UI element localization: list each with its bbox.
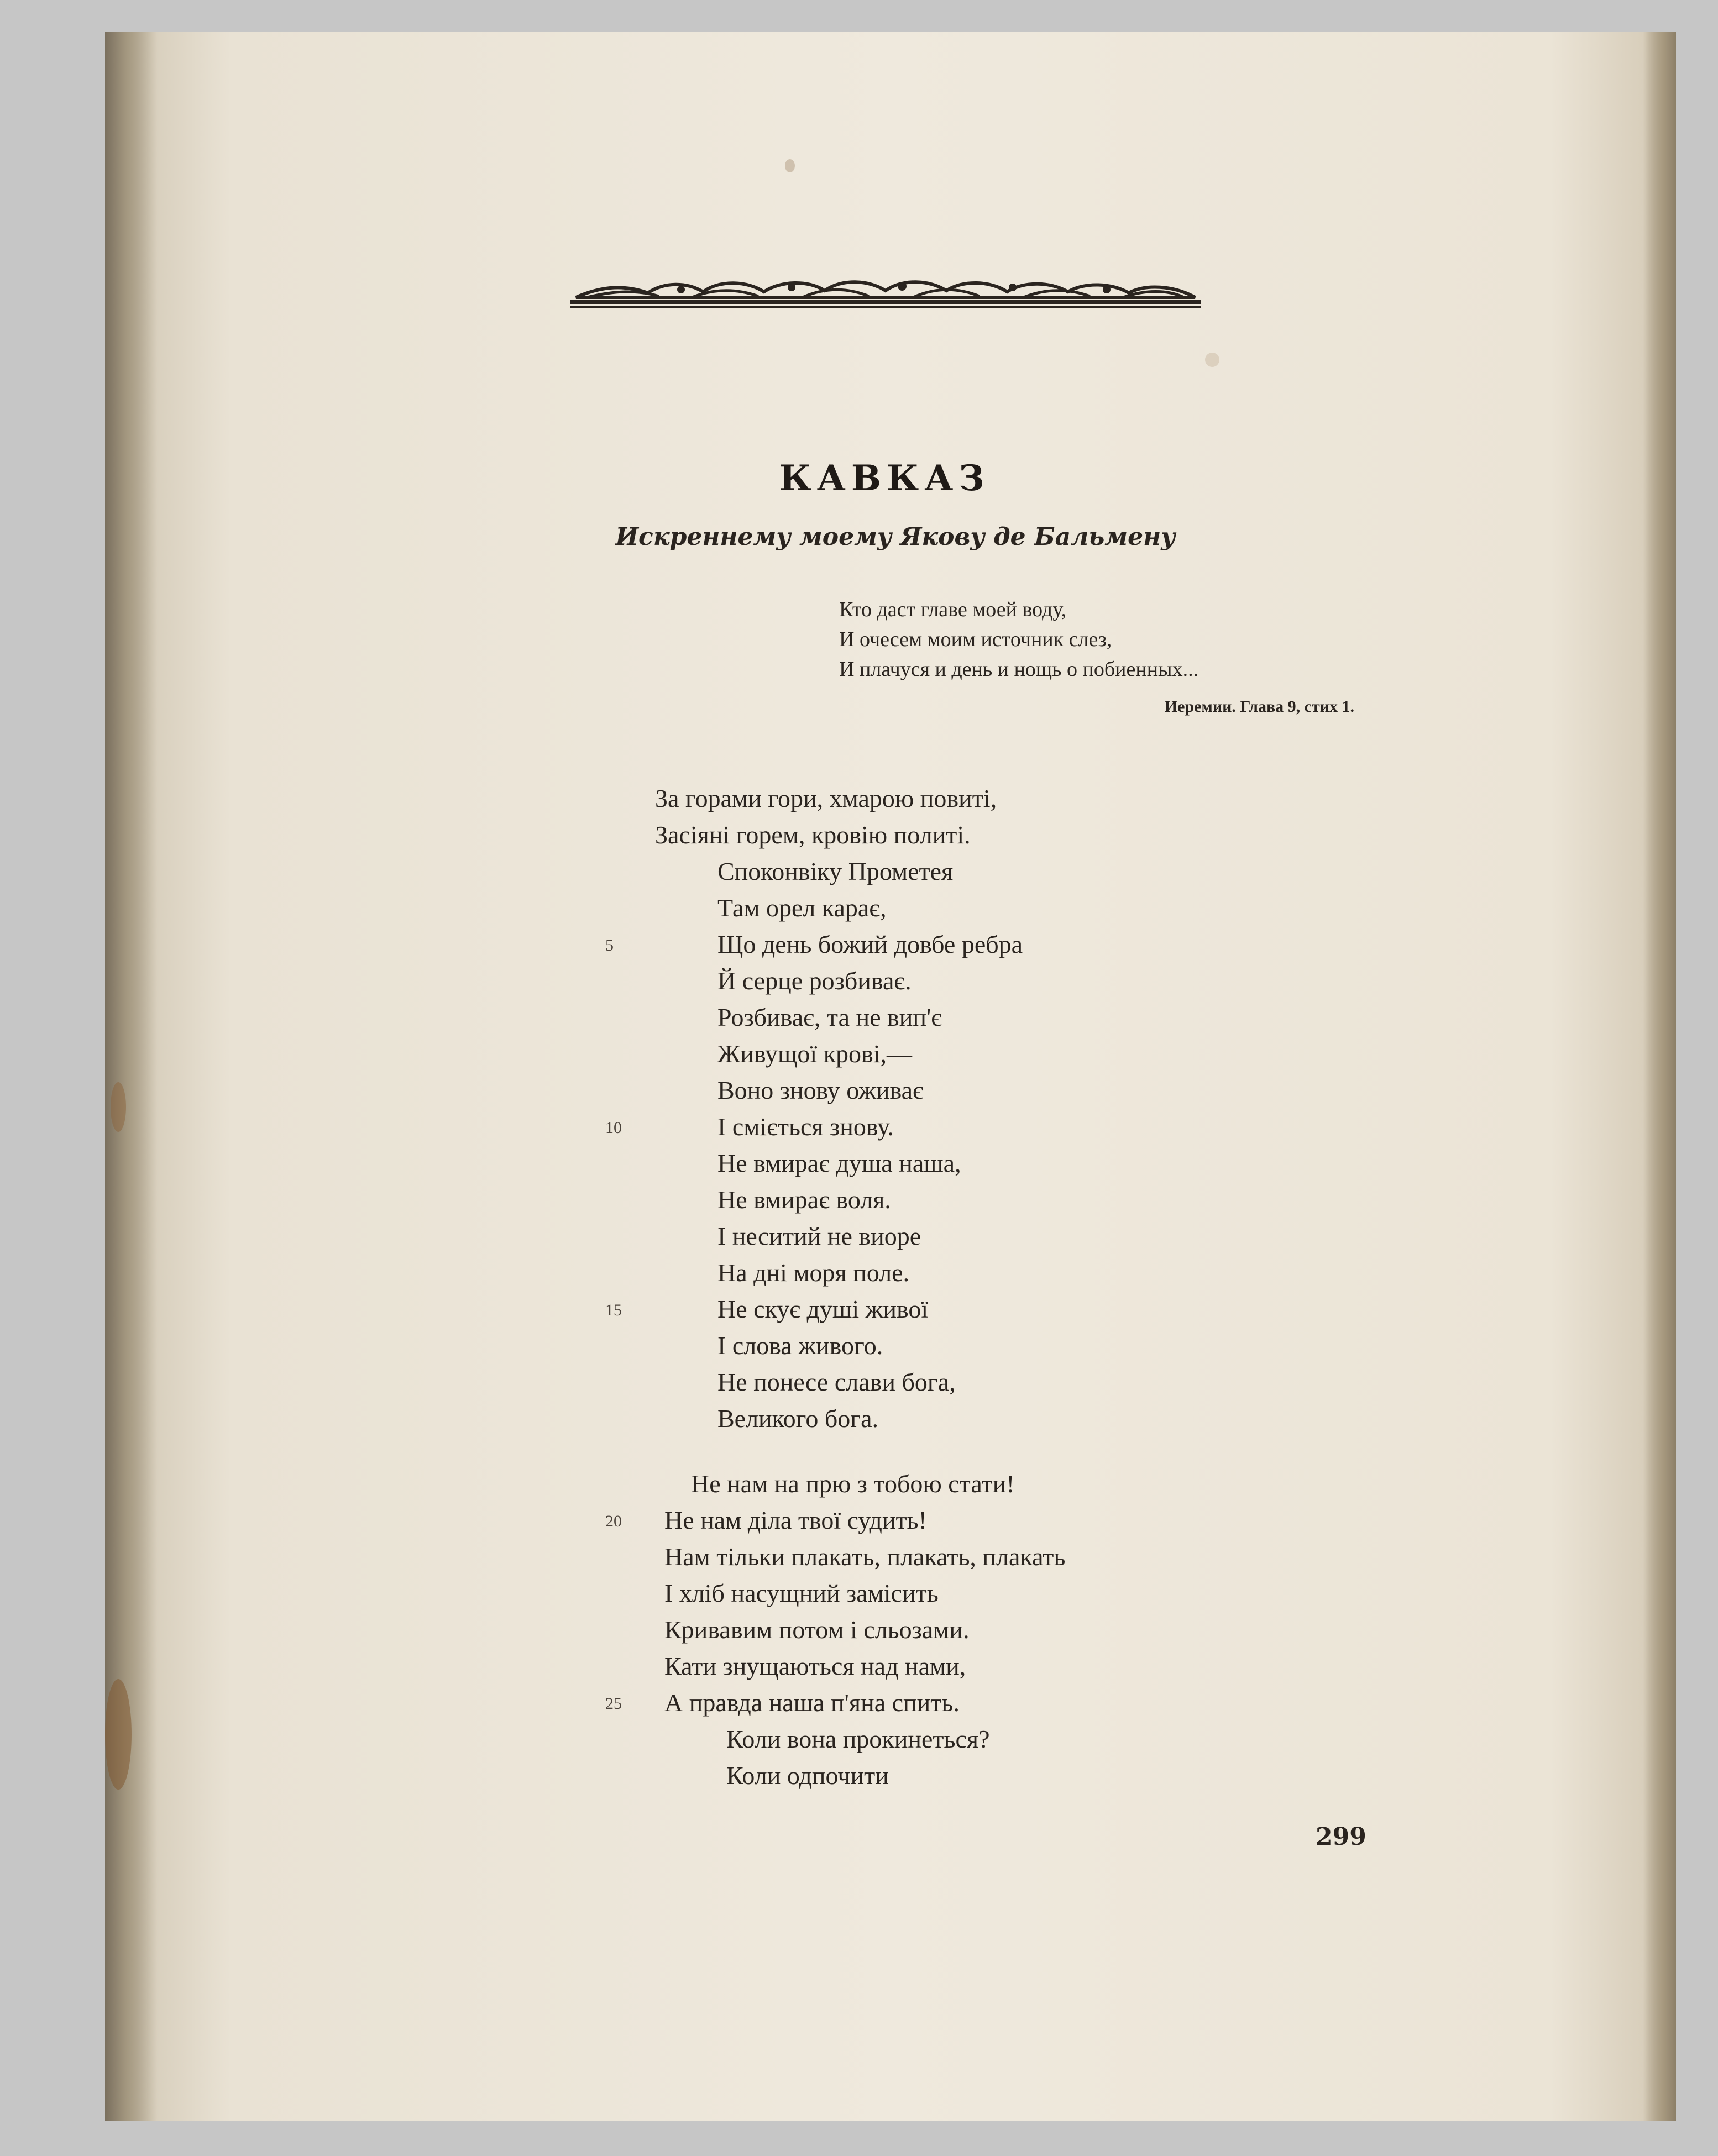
ornament-divider [570, 275, 1201, 314]
poem-title: КАВКАЗ [779, 458, 990, 499]
poem-line: Й серце розбиває. [717, 967, 912, 995]
poem-line: Коли одпочити [726, 1761, 889, 1790]
poem-line: Там орел карає, [717, 894, 887, 922]
poem-line: І хліб насущний замісить [664, 1579, 939, 1607]
line-number: 25 [605, 1695, 622, 1713]
epigraph-line: И плачуся и день и нощь о побиенных... [839, 658, 1199, 681]
poem-line: На дні моря поле. [717, 1258, 910, 1287]
line-number: 20 [605, 1512, 622, 1530]
poem-line: І неситий не виоре [717, 1222, 921, 1250]
poem-line: Не нам діла твої судить! [664, 1506, 927, 1534]
dedication: Искреннему моему Якову де Бальмену [615, 523, 1176, 551]
poem-line: Не вмирає воля. [717, 1185, 891, 1214]
poem-line: Що день божий довбе ребра [717, 930, 1023, 958]
poem-line: Кривавим потом і сльозами. [664, 1615, 970, 1644]
stain [785, 159, 795, 172]
poem-line: Кати знущаються над нами, [664, 1652, 966, 1680]
stain [111, 1082, 126, 1132]
poem-line: Живущої крові,— [717, 1040, 913, 1068]
gutter-shadow [105, 32, 158, 2121]
poem-line: Не скує душі живої [717, 1295, 929, 1323]
epigraph-line: И очесем моим источник слез, [839, 628, 1112, 651]
poem-line: Не нам на прю з тобою стати! [691, 1470, 1015, 1498]
poem-line: Не вмирає душа наша, [717, 1149, 961, 1177]
stain [105, 1679, 132, 1790]
page-number: 299 [1316, 1823, 1366, 1851]
poem-line: Коли вона прокинеться? [726, 1725, 990, 1753]
book-page [105, 32, 1676, 2121]
poem-line: Розбиває, та не вип'є [717, 1003, 942, 1031]
poem-line: Воно знову оживає [717, 1076, 924, 1104]
page-edge [1643, 32, 1676, 2121]
poem-line: Споконвіку Прометея [717, 857, 954, 885]
poem-line: За горами гори, хмарою повиті, [655, 784, 997, 812]
poem-line: Великого бога. [717, 1404, 879, 1433]
poem-line: І слова живого. [717, 1331, 883, 1360]
poem-line: А правда наша п'яна спить. [664, 1688, 960, 1717]
line-number: 10 [605, 1119, 622, 1137]
poem-line: І сміється знову. [717, 1113, 894, 1141]
stain [1205, 353, 1219, 367]
epigraph-line: Кто даст главе моей воду, [839, 598, 1067, 621]
line-number: 5 [605, 936, 614, 954]
poem-line: Не понесе слави бога, [717, 1368, 956, 1396]
epigraph [839, 595, 1392, 684]
poem-line: Засіяні горем, кровію политі. [655, 821, 971, 849]
line-number: 15 [605, 1301, 622, 1319]
poem-line: Нам тільки плакать, плакать, плакать [664, 1543, 1066, 1571]
epigraph-source: Иеремии. Глава 9, стих 1. [1164, 697, 1354, 716]
